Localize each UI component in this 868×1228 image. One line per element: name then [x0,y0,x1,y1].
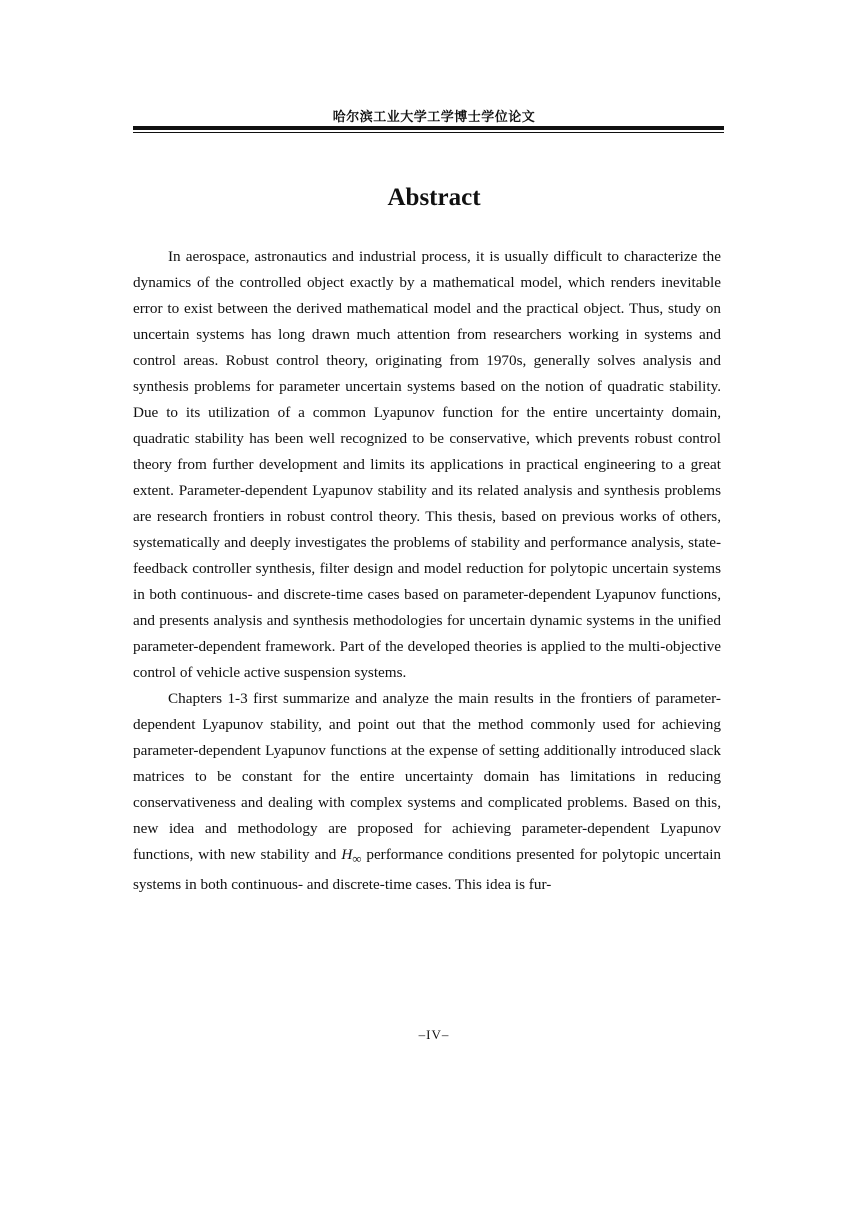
paragraph-2-text-after: performance conditions presented for polytopic uncertain systems in both continuous- and discrete-time cases. This idea is fur- [133,846,722,894]
h-infinity-symbol [341,846,362,867]
paragraph-1-text: In aerospace, astronautics and industrial process, it is usually difficult to characterize the dynamics of the controlled object exactly by a mathematical model, which renders inevitable error to exist between the derived mathematical model and the practical object. Thus, study on uncertain systems has long drawn much attention from researchers working in systems and control areas. Robust control theory, originating from 1970s, generally solves analysis and synthesis problems for parameter uncertain systems based on the notion of quadratic stability. Due to its utilization of a common Lyapunov function for the entire uncertainty domain, quadratic stability has been well recognized to be conservative, which prevents robust control theory from further development and limits its applications in practical engineering to a great extent. Parameter-dependent Lyapunov stability and its related analysis and synthesis problems are research frontiers in robust control theory. This thesis, based on previous works of others, systematically and deeply investigates the problems of stability and performance analysis, state-feedback controller synthesis, filter design and model reduction for polytopic uncertain systems in both continuous- and discrete-time cases based on parameter-dependent Lyapunov functions, and presents analysis and synthesis methodologies for uncertain dynamic systems in the unified parameter-dependent framework. Part of the developed theories is applied to the multi-objective control of vehicle active suspension systems. [133,248,721,681]
header-rule-thin [133,132,724,133]
abstract-body [133,244,721,898]
page-title: Abstract [387,184,481,211]
page-number: –IV– [418,1027,450,1042]
paragraph-1 [133,244,721,686]
header-rule-thick [133,126,724,130]
paragraph-2-text-before: Chapters 1-3 first summarize and analyze the main results in the frontiers of parameter-dependent Lyapunov stability, and point out that the method commonly used for achieving parameter-dependent Lyapunov functions at the expense of setting additionally introduced slack matrices to be constant for the entire uncertainty domain has limitations in reducing conservativeness and dealing with complex systems and complicated problems. Based on this, new idea and methodology are proposed for achieving parameter-dependent Lyapunov functions, with new stability and [133,690,721,863]
paragraph-2 [133,686,721,898]
h-infinity-subscript: ∞ [352,852,362,867]
h-infinity-base: H [341,846,353,863]
running-header: 哈尔滨工业大学工学博士学位论文 [332,110,536,125]
